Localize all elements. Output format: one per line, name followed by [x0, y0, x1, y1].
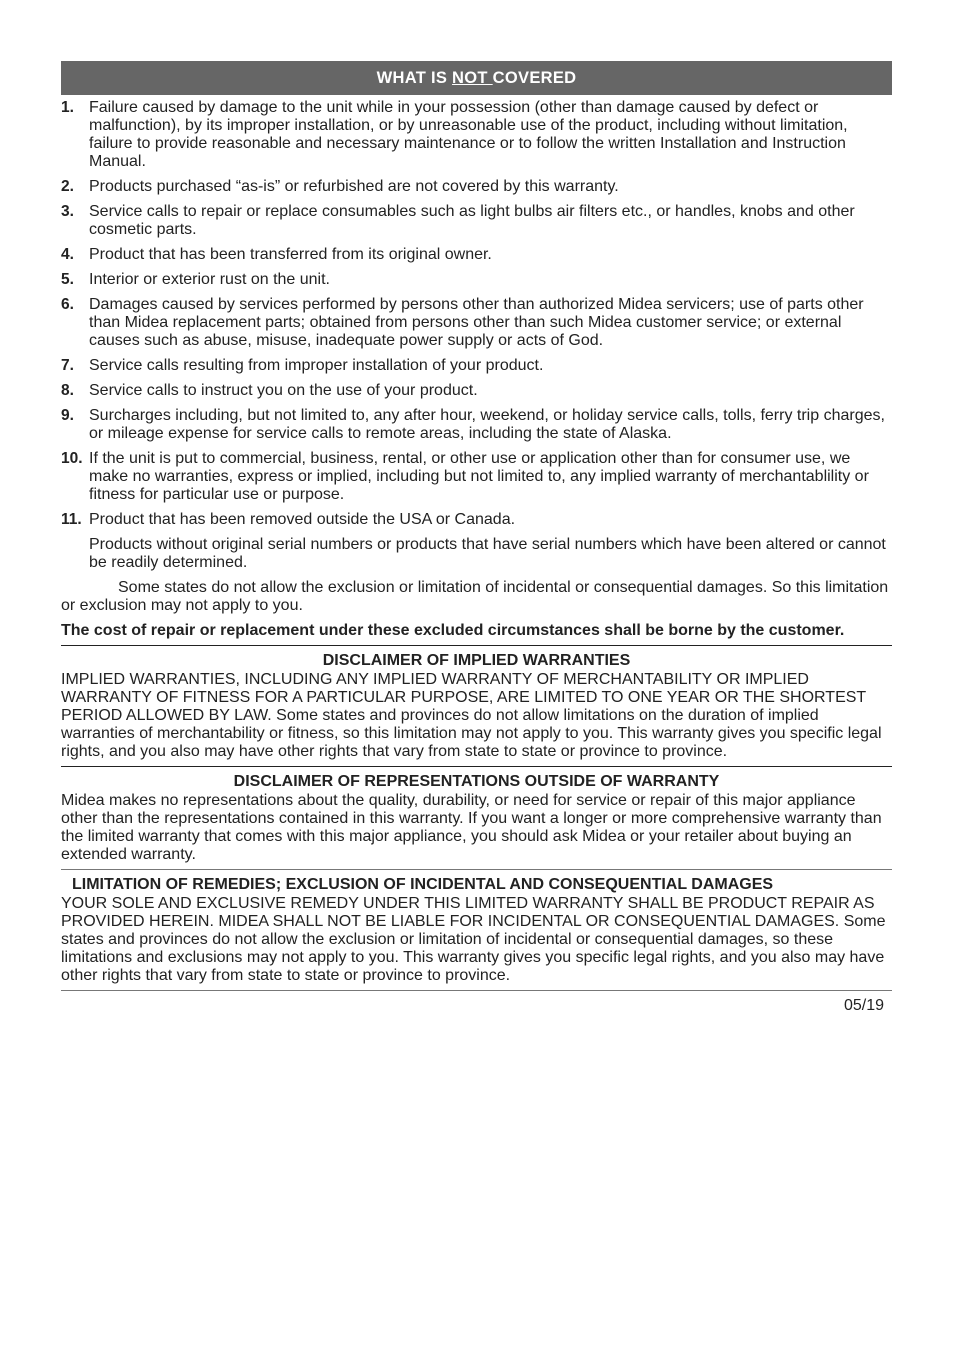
- item-number: 3.: [61, 203, 74, 220]
- section-title: DISCLAIMER OF IMPLIED WARRANTIES: [322, 652, 631, 669]
- banner-title-post: COVERED: [492, 69, 577, 87]
- representations-section: [61, 767, 892, 870]
- item-text: Service calls resulting from improper installation of your product.: [89, 357, 544, 374]
- item-text: Damages caused by services performed by persons other than authorized Midea servicers; use of parts other than Midea replacement parts; obtained from persons other than such Midea customer service; or external causes such as abuse, misuse, inadequate power supply or acts of God.: [89, 296, 864, 349]
- list-item: [61, 246, 892, 264]
- remedies-section: [61, 870, 892, 991]
- item-text: If the unit is put to commercial, business, rental, or other use or application other than for consumer use, we make no warranties, express or implied, including but not limited to, any implied warranty of merchantablility or fitness for particular use or purpose.: [89, 450, 869, 503]
- item-number: 4.: [61, 246, 74, 263]
- date-code: 05/19: [843, 997, 884, 1014]
- cost-borne-note: The cost of repair or replacement under these excluded circumstances shall be borne by the customer.: [61, 622, 892, 646]
- list-item: [61, 203, 892, 239]
- list-item: [61, 99, 892, 171]
- item-number: 10.: [61, 450, 83, 467]
- list-item: [61, 178, 892, 196]
- section-title: LIMITATION OF REMEDIES; EXCLUSION OF INCIDENTAL AND CONSEQUENTIAL DAMAGES: [72, 876, 774, 893]
- list-item: [61, 357, 892, 375]
- item-number: 7.: [61, 357, 74, 374]
- item-number: 5.: [61, 271, 74, 288]
- item-text: Interior or exterior rust on the unit.: [89, 271, 330, 288]
- item-text: Service calls to instruct you on the use of your product.: [89, 382, 478, 399]
- item-number: 2.: [61, 178, 74, 195]
- states-limitation-note: Some states do not allow the exclusion or limitation of incidental or consequential damages. So this limitation or exclusion may not apply to you.: [61, 579, 889, 614]
- section-body: Midea makes no representations about the quality, durability, or need for service or repair of this major appliance other than the representations contained in this warranty. If you want a longer or more comprehensive warranty than the limited warranty that comes with this major appliance, you should ask Midea or your retailer about buying an extended warranty.: [61, 792, 892, 870]
- implied-warranties-section: [61, 646, 892, 767]
- item-text: Product that has been transferred from its original owner.: [89, 246, 492, 263]
- serial-number-note: Products without original serial numbers or products that have serial numbers which have been altered or cannot be readily determined.: [89, 536, 886, 571]
- banner-title-emph: NOT: [452, 69, 493, 87]
- item-text: Failure caused by damage to the unit while in your possession (other than damage caused by defect or malfunction), by its improper installation, or by unreasonable use of the product, including without limitation, failure to provide reasonable and necessary maintenance or to follow the written Installation and Instruction Manual.: [89, 99, 848, 170]
- item-text: Product that has been removed outside the USA or Canada.: [89, 511, 516, 528]
- exclusions-list: [61, 99, 892, 529]
- item-number: 8.: [61, 382, 74, 399]
- list-item: [61, 271, 892, 289]
- section-body: IMPLIED WARRANTIES, INCLUDING ANY IMPLIED WARRANTY OF MERCHANTABILITY OR IMPLIED WARRANTY OF FITNESS FOR A PARTICULAR PURPOSE, ARE LIMITED TO ONE YEAR OR THE SHORTEST PERIOD ALLOWED BY LAW. Some states and provinces do not allow limitations on the duration of implied warranties of merchantability or fitness, so this limitation may not apply to you. This warranty gives you specific legal rights, and you also may have other rights that vary from state to state or province to province.: [61, 671, 892, 767]
- item-number: 6.: [61, 296, 74, 313]
- item-number: 11.: [61, 511, 82, 528]
- banner-title-pre: WHAT IS: [376, 69, 453, 87]
- list-item: [61, 511, 892, 529]
- item-text: Products purchased “as-is” or refurbished are not covered by this warranty.: [89, 178, 619, 195]
- item-number: 1.: [61, 99, 74, 116]
- list-item: [61, 407, 892, 443]
- not-covered-banner: [61, 61, 892, 95]
- item-text: Service calls to repair or replace consumables such as light bulbs air filters etc., or handles, knobs and other cosmetic parts.: [89, 203, 855, 238]
- section-body: YOUR SOLE AND EXCLUSIVE REMEDY UNDER THIS LIMITED WARRANTY SHALL BE PRODUCT REPAIR AS PROVIDED HEREIN. MIDEA SHALL NOT BE LIABLE FOR INCIDENTAL OR CONSEQUENTIAL DAMAGES. Some states and provinces do not allow the exclusion or limitation of incidental or consequential damages, so these limitations and exclusions may not apply to you. This warranty gives you specific legal rights, and you also may have other rights that vary from state to state or province to province.: [61, 895, 892, 991]
- section-title: DISCLAIMER OF REPRESENTATIONS OUTSIDE OF WARRANTY: [233, 773, 720, 790]
- warranty-page: [61, 61, 892, 1015]
- item-text: Surcharges including, but not limited to, any after hour, weekend, or holiday service calls, tolls, ferry trip charges, or mileage expense for service calls to remote areas, including the state of Alaska.: [89, 407, 885, 442]
- item-number: 9.: [61, 407, 74, 424]
- list-item: [61, 382, 892, 400]
- list-item: [61, 296, 892, 350]
- list-item: [61, 450, 892, 504]
